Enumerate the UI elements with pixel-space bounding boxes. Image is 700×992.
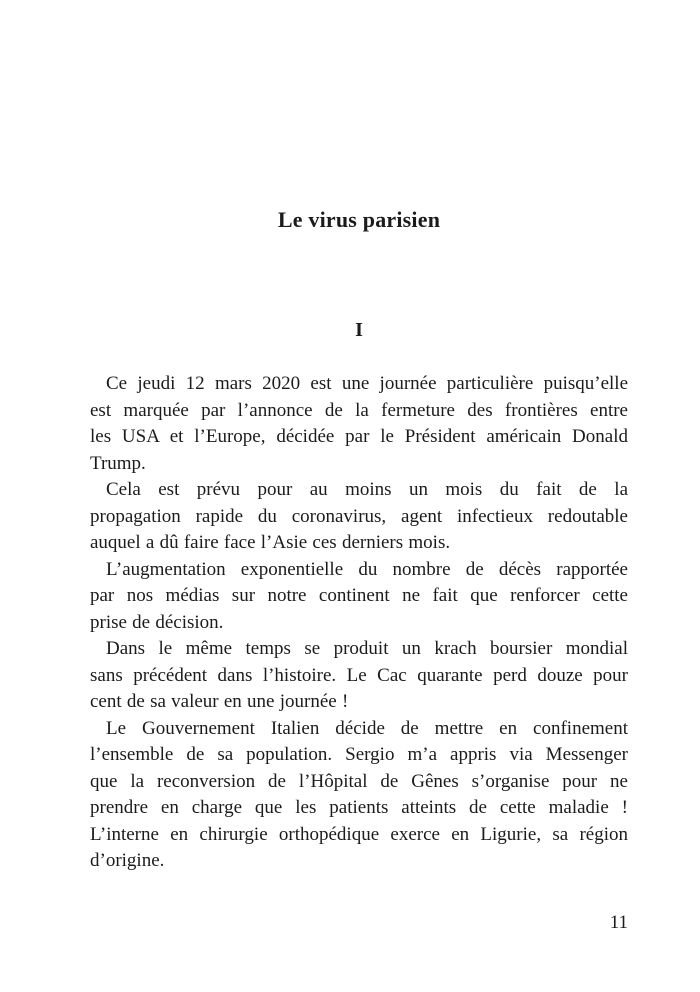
text-line: est marquée par l’annonce de la fermeture des frontières entre [90,399,628,421]
text-line: prendre en charge que les patients atteints de cette maladie ! [90,797,628,818]
text-line: propagation rapide du coronavirus, agent infectieux redoutable [90,505,628,527]
text-line: prise de décision. [90,611,224,633]
page-title: Le virus parisien [277,207,441,232]
text-line: que la reconversion de l’Hôpital de Gênes s’organise pour ne [90,770,628,792]
text-line: L’interne en chirurgie orthopédique exerce en Ligurie, sa région [90,823,628,845]
text-line: Le Gouvernement Italien décide de mettre en confinement [106,717,628,739]
text-line: Ce jeudi 12 mars 2020 est une journée particulière puisqu’elle [106,373,628,394]
text-line: par nos médias sur notre continent ne fait que renforcer cette [90,585,628,606]
text-line: sans précédent dans l’histoire. Le Cac quarante perd douze pour [90,664,628,686]
body-text [90,371,628,875]
page-number: 11 [609,912,628,933]
text-line: auquel a dû faire face l’Asie ces derniers mois. [90,532,451,553]
text-line: Dans le même temps se produit un krach boursier mondial [106,638,628,659]
text-line: L’augmentation exponentielle du nombre de décès rapportée [106,558,628,580]
chapter-numeral: I [355,319,363,341]
text-column [90,0,628,875]
text-line: les USA et l’Europe, décidée par le Président américain Donald [90,426,628,447]
text-line: Trump. [90,452,146,474]
text-line: Cela est prévu pour au moins un mois du fait de la [106,479,628,500]
text-line: l’ensemble de sa population. Sergio m’a appris via Messenger [90,744,628,765]
text-line: cent de sa valeur en une journée ! [90,691,349,712]
text-line: d’origine. [90,850,165,871]
